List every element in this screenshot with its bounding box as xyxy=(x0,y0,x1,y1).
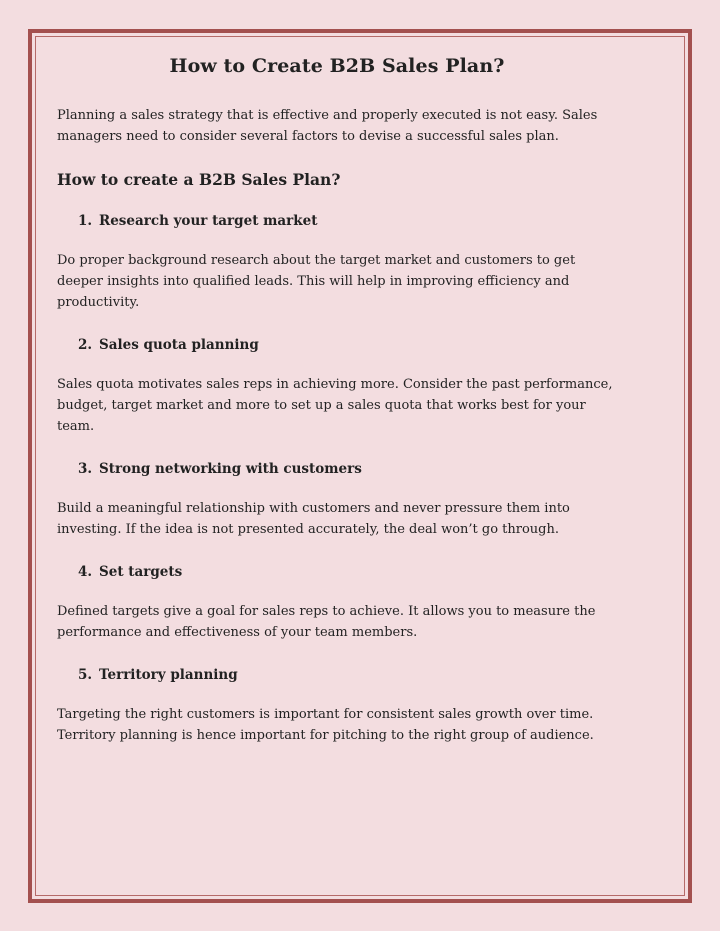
step-body: Build a meaningful relationship with customers and never pressure them into investing. If the idea is not presented accurately, the deal won’t go through. xyxy=(57,501,570,537)
step-heading-text: Set targets xyxy=(99,564,183,580)
step-number: 2. xyxy=(78,337,93,353)
step-heading xyxy=(78,337,617,353)
step-3 xyxy=(57,461,617,540)
step-number: 3. xyxy=(78,461,93,477)
step-heading xyxy=(78,213,617,229)
intro-paragraph: Planning a sales strategy that is effective and properly executed is not easy. Sales managers need to consider several factors to devise a successful sales plan. xyxy=(57,108,598,144)
step-2 xyxy=(57,337,617,437)
step-body: Do proper background research about the target market and customers to get deeper insights into qualified leads. This will help in improving efficiency and productivity. xyxy=(57,253,576,310)
document-content xyxy=(57,55,617,746)
step-heading-text: Strong networking with customers xyxy=(99,461,362,477)
step-5 xyxy=(57,667,617,746)
step-number: 1. xyxy=(78,213,93,229)
page-title: How to Create B2B Sales Plan? xyxy=(169,55,505,77)
step-body: Targeting the right customers is important for consistent sales growth over time. Territory planning is hence important for pitching to the right group of audience. xyxy=(57,707,594,743)
section-heading: How to create a B2B Sales Plan? xyxy=(57,170,341,189)
step-heading-text: Sales quota planning xyxy=(99,337,259,353)
step-body: Defined targets give a goal for sales reps to achieve. It allows you to measure the performance and effectiveness of your team members. xyxy=(57,604,596,640)
step-heading xyxy=(78,564,617,580)
step-heading-text: Territory planning xyxy=(99,667,238,683)
step-heading-text: Research your target market xyxy=(99,213,318,229)
step-heading xyxy=(78,667,617,683)
step-4 xyxy=(57,564,617,643)
step-1 xyxy=(57,213,617,313)
step-number: 5. xyxy=(78,667,93,683)
step-heading xyxy=(78,461,617,477)
step-number: 4. xyxy=(78,564,93,580)
step-body: Sales quota motivates sales reps in achieving more. Consider the past performance, budget, target market and more to set up a sales quota that works best for your team. xyxy=(57,377,613,434)
